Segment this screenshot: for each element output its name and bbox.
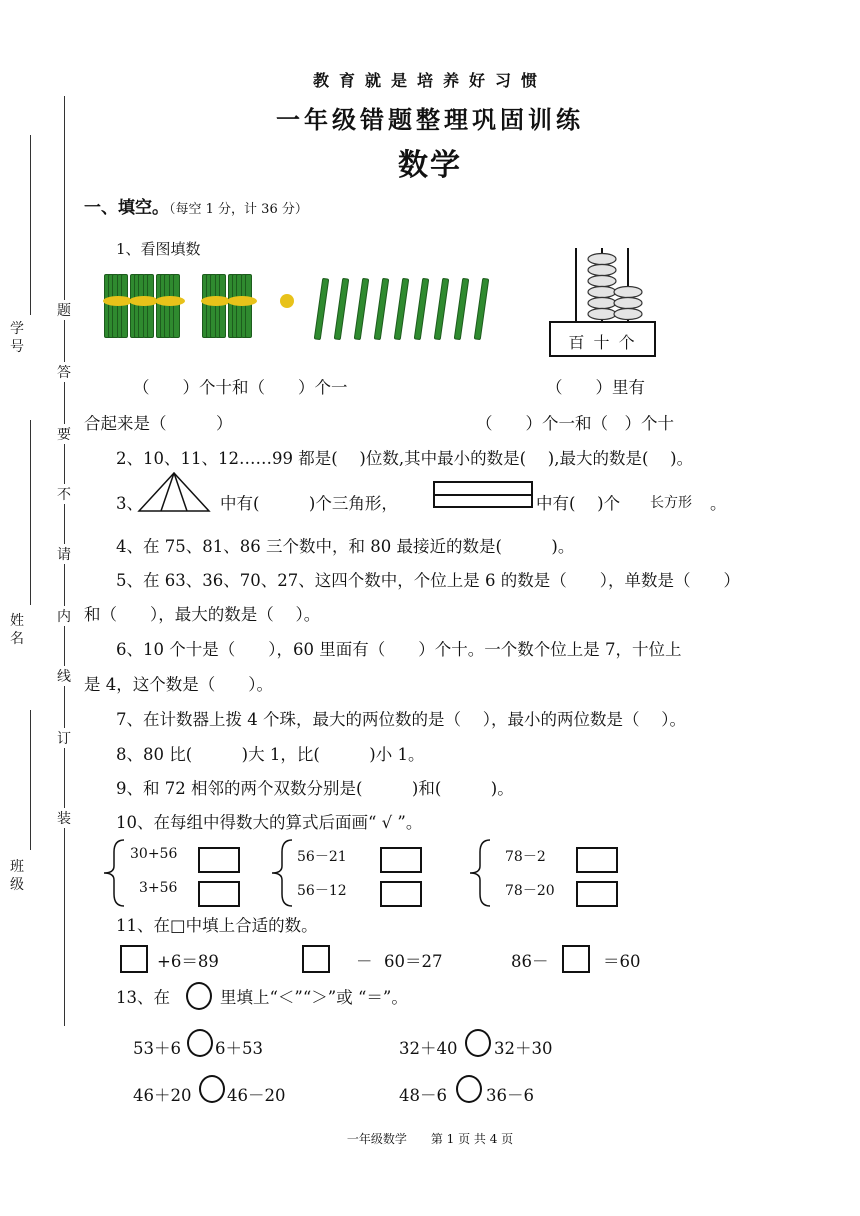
seal-char: 答 (55, 362, 73, 382)
q13-item4-left: 48－6 (399, 1086, 447, 1105)
triangle-figure (137, 470, 211, 514)
q10-g1-answer-box2[interactable] (198, 881, 240, 907)
q11-eq1: +6＝89 (157, 952, 219, 971)
q13-label-b: 里填上“＜”“＞”或 “＝”。 (220, 988, 408, 1007)
subject-title: 数学 (398, 148, 462, 183)
q13-item3-left: 46＋20 (133, 1086, 192, 1105)
q3-part3: 长方形 (650, 495, 692, 511)
q13-item1-right: 6＋53 (215, 1039, 263, 1058)
q1-right-blank1: （ ）里有 (546, 378, 645, 397)
class-write-line (30, 710, 31, 850)
q8-text: 8、80 比( )大 1，比( )小 1。 (116, 745, 425, 764)
stick-in-bundle (245, 274, 252, 338)
bundle-ribbon (155, 296, 185, 306)
q13-item4-circle[interactable] (456, 1075, 482, 1103)
single-stick (334, 278, 350, 340)
q5-line2: 和（ ），最大的数是（ ）。 (84, 605, 321, 624)
q10-g1-expr2: 3+56 (139, 880, 178, 896)
seal-char: 题 (55, 300, 73, 320)
q3-part2: 中有( )个 (536, 494, 621, 513)
single-stick (414, 278, 430, 340)
name-label: 姓名 (10, 613, 24, 647)
xuehao-label: 学号 (10, 321, 24, 355)
q6-line1: 6、10 个十是（ ），60 里面有（ ）个十。一个数个位上是 7，十位上 (116, 640, 682, 659)
q13-item3-circle[interactable] (199, 1075, 225, 1103)
q3-end: 。 (710, 494, 727, 513)
abacus-beads-tens (588, 254, 616, 320)
q1-label: 1、看图填数 (116, 240, 201, 258)
q10-g2-answer-box2[interactable] (380, 881, 422, 907)
single-stick (314, 278, 330, 340)
stick-in-bundle (173, 274, 180, 338)
q10-g3-expr2: 78－20 (505, 883, 555, 899)
q10-g3-expr1: 78－2 (505, 849, 546, 865)
q1-left-blanks: （ ）个十和（ ）个一 (133, 378, 348, 397)
seal-char: 要 (55, 424, 73, 444)
rectangle-figure (432, 480, 534, 510)
q10-g1-answer-box1[interactable] (198, 847, 240, 873)
q10-g2-expr1: 56－21 (297, 849, 347, 865)
q9-text: 9、和 72 相邻的两个双数分别是( )和( )。 (116, 779, 514, 798)
q3-part1: 中有( )个三角形， (220, 494, 398, 513)
q11-blank-box3[interactable] (562, 945, 590, 973)
q11-eq2-op: － (356, 952, 373, 971)
seal-char: 线 (55, 666, 73, 686)
single-stick (434, 278, 450, 340)
q2-text: 2、10、11、12……99 都是( )位数,其中最小的数是( ),最大的数是( )。 (116, 449, 694, 468)
section-heading-text: 一、填空。 (84, 198, 169, 218)
q10-g3-answer-box2[interactable] (576, 881, 618, 907)
q10-g1-expr1: 30+56 (130, 846, 178, 862)
single-stick (354, 278, 370, 340)
q13-label-a: 13、在 (116, 988, 170, 1007)
q13-item1-circle[interactable] (187, 1029, 213, 1057)
bundle-ribbon (280, 294, 294, 308)
abacus-labels: 百 十 个 (568, 333, 637, 352)
q13-item3-right: 46－20 (227, 1086, 286, 1105)
q4-text: 4、在 75、81、86 三个数中，和 80 最接近的数是( )。 (116, 537, 575, 556)
seal-char: 装 (55, 808, 73, 828)
stick-in-bundle (121, 274, 128, 338)
q1-right-blank2: （ ）个一和（ ）个十 (476, 414, 674, 433)
motto: 教育就是培养好习惯 (312, 71, 547, 90)
q5-line1: 5、在 63、36、70、27、这四个数中，个位上是 6 的数是（ ），单数是（ ） (116, 571, 740, 590)
q7-text: 7、在计数器上拨 4 个珠，最大的两位数的是（ ），最小的两位数是（ ）。 (116, 710, 686, 729)
single-stick (374, 278, 390, 340)
q11-eq3-start: 86－ (511, 952, 549, 971)
q13-item2-right: 32＋30 (494, 1039, 553, 1058)
single-stick (394, 278, 410, 340)
brace-3 (466, 838, 496, 908)
page-footer: 一年级数学 第 1 页 共 4 页 (346, 1132, 514, 1146)
brace-2 (268, 838, 298, 908)
name-write-line (30, 420, 31, 605)
bundle-ribbon (227, 296, 257, 306)
q13-item1-left: 53＋6 (133, 1039, 181, 1058)
q11-eq2: 60＝27 (384, 952, 443, 971)
stick-in-bundle (147, 274, 154, 338)
seal-char: 订 (55, 728, 73, 748)
page-title: 一年级错题整理巩固训练 (276, 106, 584, 134)
stick-in-bundle (219, 274, 226, 338)
q13-item2-left: 32＋40 (399, 1039, 458, 1058)
q11-eq3-end: ＝60 (603, 952, 641, 971)
class-label: 班级 (10, 859, 24, 893)
single-stick (474, 278, 490, 340)
q13-circle-sample (186, 982, 212, 1010)
seal-char: 不 (55, 484, 73, 504)
brace-1 (100, 838, 130, 908)
q11-blank-box2[interactable] (302, 945, 330, 973)
q3-prefix: 3、 (116, 494, 143, 513)
seal-char: 内 (55, 606, 73, 626)
q1-left-total: 合起来是（ ） (84, 414, 233, 433)
q6-line2: 是 4，这个数是（ ）。 (84, 675, 273, 694)
q10-label: 10、在每组中得数大的算式后面画“ √ ”。 (116, 813, 423, 832)
q13-item2-circle[interactable] (465, 1029, 491, 1057)
q10-g3-answer-box1[interactable] (576, 847, 618, 873)
q11-label: 11、在□中填上合适的数。 (116, 916, 318, 935)
q11-blank-box1[interactable] (120, 945, 148, 973)
q10-g2-expr2: 56－12 (297, 883, 347, 899)
seal-char: 请 (55, 544, 73, 564)
single-stick (454, 278, 470, 340)
section-heading (84, 193, 308, 218)
q10-g2-answer-box1[interactable] (380, 847, 422, 873)
abacus-beads-ones (614, 287, 642, 320)
section-note: （每空 1 分，计 36 分） (169, 202, 308, 217)
q13-item4-right: 36－6 (486, 1086, 534, 1105)
